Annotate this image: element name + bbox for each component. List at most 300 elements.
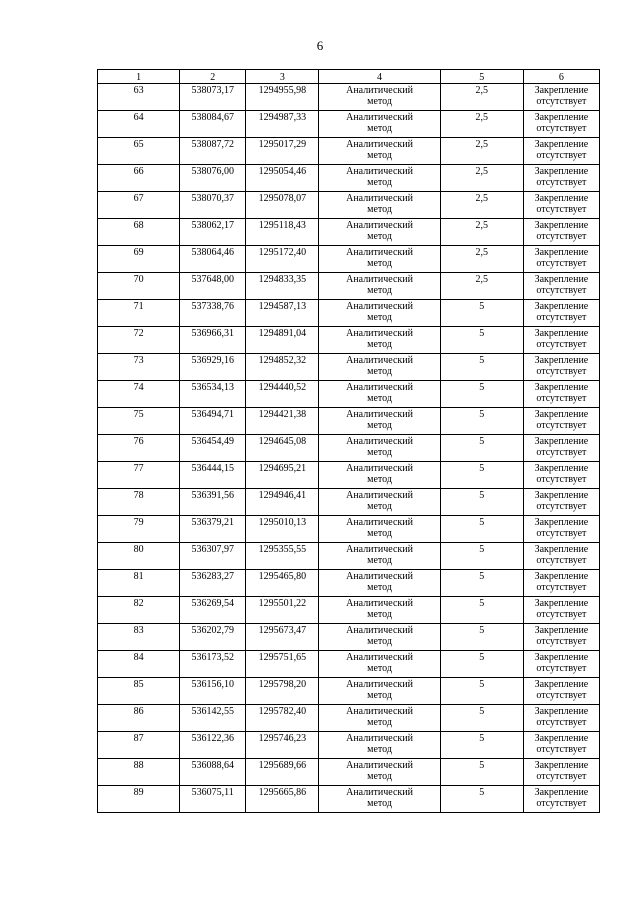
method-cell: [319, 408, 440, 435]
fixation-cell: [523, 111, 599, 138]
fixation-text-line1: Закрепление: [534, 436, 589, 447]
accuracy-cell: 5: [440, 543, 523, 570]
method-text-line2: метод: [367, 231, 392, 242]
table-row: [98, 300, 600, 327]
fixation-text-line1: Закрепление: [534, 490, 589, 501]
table-row: [98, 651, 600, 678]
table-row: [98, 516, 600, 543]
method-text-line1: Аналитический: [346, 571, 413, 582]
y-coordinate-cell: 1295751,65: [246, 651, 319, 678]
y-coordinate-cell: 1295689,66: [246, 759, 319, 786]
point-number-cell: 65: [98, 138, 180, 165]
y-coordinate-cell: 1294833,35: [246, 273, 319, 300]
table-row: [98, 273, 600, 300]
method-cell: [319, 165, 440, 192]
fixation-cell: [523, 489, 599, 516]
fixation-text-line1: Закрепление: [534, 85, 589, 96]
point-number-cell: 67: [98, 192, 180, 219]
x-coordinate-cell: 538084,67: [180, 111, 246, 138]
x-coordinate-cell: 536283,27: [180, 570, 246, 597]
fixation-text-line1: Закрепление: [534, 409, 589, 420]
accuracy-cell: 5: [440, 300, 523, 327]
method-text-line2: метод: [367, 636, 392, 647]
fixation-text-line2: отсутствует: [536, 150, 587, 161]
method-cell: [319, 597, 440, 624]
point-number-cell: 89: [98, 786, 180, 813]
x-coordinate-cell: 536391,56: [180, 489, 246, 516]
fixation-text-line1: Закрепление: [534, 679, 589, 690]
fixation-text-line2: отсутствует: [536, 663, 587, 674]
method-text-line2: метод: [367, 123, 392, 134]
method-cell: [319, 678, 440, 705]
x-coordinate-cell: 536142,55: [180, 705, 246, 732]
method-cell: [319, 84, 440, 111]
point-number-cell: 66: [98, 165, 180, 192]
accuracy-cell: 5: [440, 570, 523, 597]
point-number-cell: 74: [98, 381, 180, 408]
fixation-text-line1: Закрепление: [534, 652, 589, 663]
accuracy-cell: 5: [440, 759, 523, 786]
table-row: [98, 435, 600, 462]
accuracy-cell: 5: [440, 786, 523, 813]
x-coordinate-cell: 536307,97: [180, 543, 246, 570]
method-cell: [319, 732, 440, 759]
fixation-text-line1: Закрепление: [534, 166, 589, 177]
fixation-text-line1: Закрепление: [534, 301, 589, 312]
accuracy-cell: 2,5: [440, 192, 523, 219]
method-text-line2: метод: [367, 420, 392, 431]
fixation-text-line2: отсутствует: [536, 420, 587, 431]
method-text-line2: метод: [367, 798, 392, 809]
accuracy-cell: 5: [440, 354, 523, 381]
y-coordinate-cell: 1295673,47: [246, 624, 319, 651]
header-col-1: 1: [98, 70, 180, 84]
point-number-cell: 80: [98, 543, 180, 570]
table-row: [98, 543, 600, 570]
method-text-line2: метод: [367, 717, 392, 728]
fixation-cell: [523, 300, 599, 327]
table-row: [98, 354, 600, 381]
point-number-cell: 78: [98, 489, 180, 516]
accuracy-cell: 2,5: [440, 84, 523, 111]
method-cell: [319, 219, 440, 246]
accuracy-cell: 5: [440, 462, 523, 489]
y-coordinate-cell: 1295782,40: [246, 705, 319, 732]
fixation-cell: [523, 192, 599, 219]
method-cell: [319, 192, 440, 219]
x-coordinate-cell: 536966,31: [180, 327, 246, 354]
method-cell: [319, 570, 440, 597]
header-col-4: 4: [319, 70, 440, 84]
y-coordinate-cell: 1295010,13: [246, 516, 319, 543]
y-coordinate-cell: 1295665,86: [246, 786, 319, 813]
fixation-text-line1: Закрепление: [534, 706, 589, 717]
table-row: [98, 732, 600, 759]
fixation-text-line2: отсутствует: [536, 690, 587, 701]
table-row: [98, 408, 600, 435]
x-coordinate-cell: 536454,49: [180, 435, 246, 462]
fixation-text-line2: отсутствует: [536, 798, 587, 809]
method-text-line1: Аналитический: [346, 382, 413, 393]
x-coordinate-cell: 538073,17: [180, 84, 246, 111]
method-text-line2: метод: [367, 474, 392, 485]
point-number-cell: 79: [98, 516, 180, 543]
y-coordinate-cell: 1294440,52: [246, 381, 319, 408]
y-coordinate-cell: 1294645,08: [246, 435, 319, 462]
fixation-text-line2: отсутствует: [536, 609, 587, 620]
y-coordinate-cell: 1294421,38: [246, 408, 319, 435]
method-text-line2: метод: [367, 312, 392, 323]
fixation-text-line1: Закрепление: [534, 274, 589, 285]
method-text-line1: Аналитический: [346, 436, 413, 447]
method-text-line2: метод: [367, 690, 392, 701]
table-row: [98, 327, 600, 354]
header-col-2: 2: [180, 70, 246, 84]
fixation-text-line2: отсутствует: [536, 96, 587, 107]
method-cell: [319, 651, 440, 678]
table-row: [98, 624, 600, 651]
fixation-text-line1: Закрепление: [534, 517, 589, 528]
fixation-cell: [523, 705, 599, 732]
y-coordinate-cell: 1295798,20: [246, 678, 319, 705]
fixation-text-line1: Закрепление: [534, 598, 589, 609]
method-cell: [319, 489, 440, 516]
fixation-cell: [523, 651, 599, 678]
accuracy-cell: 2,5: [440, 219, 523, 246]
x-coordinate-cell: 536088,64: [180, 759, 246, 786]
x-coordinate-cell: 536929,16: [180, 354, 246, 381]
method-text-line1: Аналитический: [346, 544, 413, 555]
fixation-cell: [523, 786, 599, 813]
y-coordinate-cell: 1295054,46: [246, 165, 319, 192]
fixation-text-line1: Закрепление: [534, 463, 589, 474]
x-coordinate-cell: 536379,21: [180, 516, 246, 543]
y-coordinate-cell: 1294852,32: [246, 354, 319, 381]
fixation-text-line1: Закрепление: [534, 220, 589, 231]
fixation-text-line2: отсутствует: [536, 258, 587, 269]
method-text-line2: метод: [367, 528, 392, 539]
point-number-cell: 87: [98, 732, 180, 759]
fixation-text-line2: отсутствует: [536, 501, 587, 512]
fixation-cell: [523, 462, 599, 489]
table-row: [98, 759, 600, 786]
fixation-text-line1: Закрепление: [534, 382, 589, 393]
fixation-text-line2: отсутствует: [536, 555, 587, 566]
x-coordinate-cell: 537338,76: [180, 300, 246, 327]
accuracy-cell: 5: [440, 678, 523, 705]
method-text-line2: метод: [367, 177, 392, 188]
table-row: [98, 786, 600, 813]
accuracy-cell: 5: [440, 705, 523, 732]
fixation-text-line1: Закрепление: [534, 625, 589, 636]
method-text-line1: Аналитический: [346, 652, 413, 663]
y-coordinate-cell: 1294946,41: [246, 489, 319, 516]
point-number-cell: 70: [98, 273, 180, 300]
fixation-text-line2: отсутствует: [536, 717, 587, 728]
fixation-cell: [523, 570, 599, 597]
point-number-cell: 85: [98, 678, 180, 705]
point-number-cell: 72: [98, 327, 180, 354]
point-number-cell: 64: [98, 111, 180, 138]
fixation-text-line1: Закрепление: [534, 544, 589, 555]
method-text-line2: метод: [367, 96, 392, 107]
y-coordinate-cell: 1294955,98: [246, 84, 319, 111]
y-coordinate-cell: 1295017,29: [246, 138, 319, 165]
point-number-cell: 68: [98, 219, 180, 246]
table-row: [98, 219, 600, 246]
method-text-line2: метод: [367, 366, 392, 377]
fixation-text-line1: Закрепление: [534, 193, 589, 204]
header-col-3: 3: [246, 70, 319, 84]
table-row: [98, 705, 600, 732]
x-coordinate-cell: 536202,79: [180, 624, 246, 651]
method-text-line2: метод: [367, 771, 392, 782]
table-row: [98, 381, 600, 408]
x-coordinate-cell: 538064,46: [180, 246, 246, 273]
table-row: [98, 462, 600, 489]
fixation-cell: [523, 435, 599, 462]
method-text-line1: Аналитический: [346, 733, 413, 744]
table-row: [98, 597, 600, 624]
fixation-text-line1: Закрепление: [534, 139, 589, 150]
method-cell: [319, 516, 440, 543]
accuracy-cell: 2,5: [440, 246, 523, 273]
point-number-cell: 63: [98, 84, 180, 111]
fixation-text-line2: отсутствует: [536, 285, 587, 296]
method-text-line2: метод: [367, 555, 392, 566]
method-cell: [319, 246, 440, 273]
fixation-text-line1: Закрепление: [534, 355, 589, 366]
x-coordinate-cell: 538087,72: [180, 138, 246, 165]
accuracy-cell: 5: [440, 732, 523, 759]
y-coordinate-cell: 1295078,07: [246, 192, 319, 219]
point-number-cell: 76: [98, 435, 180, 462]
y-coordinate-cell: 1295172,40: [246, 246, 319, 273]
point-number-cell: 75: [98, 408, 180, 435]
fixation-cell: [523, 165, 599, 192]
x-coordinate-cell: 537648,00: [180, 273, 246, 300]
method-cell: [319, 705, 440, 732]
x-coordinate-cell: 536534,13: [180, 381, 246, 408]
fixation-cell: [523, 516, 599, 543]
fixation-text-line2: отсутствует: [536, 312, 587, 323]
accuracy-cell: 5: [440, 381, 523, 408]
table-row: [98, 84, 600, 111]
point-number-cell: 83: [98, 624, 180, 651]
x-coordinate-cell: 536444,15: [180, 462, 246, 489]
method-text-line1: Аналитический: [346, 409, 413, 420]
method-text-line1: Аналитический: [346, 193, 413, 204]
point-number-cell: 69: [98, 246, 180, 273]
fixation-text-line1: Закрепление: [534, 760, 589, 771]
fixation-text-line2: отсутствует: [536, 636, 587, 647]
method-cell: [319, 111, 440, 138]
fixation-text-line1: Закрепление: [534, 112, 589, 123]
fixation-text-line1: Закрепление: [534, 571, 589, 582]
x-coordinate-cell: 538070,37: [180, 192, 246, 219]
fixation-text-line1: Закрепление: [534, 787, 589, 798]
point-number-cell: 81: [98, 570, 180, 597]
y-coordinate-cell: 1295465,80: [246, 570, 319, 597]
method-text-line2: метод: [367, 285, 392, 296]
fixation-cell: [523, 138, 599, 165]
method-text-line1: Аналитический: [346, 706, 413, 717]
method-text-line1: Аналитический: [346, 517, 413, 528]
accuracy-cell: 5: [440, 651, 523, 678]
y-coordinate-cell: 1295355,55: [246, 543, 319, 570]
method-text-line2: метод: [367, 258, 392, 269]
method-text-line1: Аналитический: [346, 328, 413, 339]
y-coordinate-cell: 1294891,04: [246, 327, 319, 354]
header-col-6: 6: [523, 70, 599, 84]
table-row: [98, 678, 600, 705]
point-number-cell: 73: [98, 354, 180, 381]
y-coordinate-cell: 1295501,22: [246, 597, 319, 624]
fixation-cell: [523, 381, 599, 408]
method-text-line2: метод: [367, 609, 392, 620]
accuracy-cell: 5: [440, 597, 523, 624]
x-coordinate-cell: 536156,10: [180, 678, 246, 705]
method-cell: [319, 435, 440, 462]
accuracy-cell: 5: [440, 489, 523, 516]
method-text-line1: Аналитический: [346, 166, 413, 177]
table-header-row: [98, 70, 600, 84]
method-text-line2: метод: [367, 339, 392, 350]
fixation-cell: [523, 543, 599, 570]
table-row: [98, 246, 600, 273]
method-cell: [319, 759, 440, 786]
x-coordinate-cell: 538076,00: [180, 165, 246, 192]
y-coordinate-cell: 1295118,43: [246, 219, 319, 246]
table-row: [98, 192, 600, 219]
fixation-text-line2: отсутствует: [536, 771, 587, 782]
fixation-cell: [523, 732, 599, 759]
fixation-cell: [523, 678, 599, 705]
fixation-cell: [523, 246, 599, 273]
method-cell: [319, 624, 440, 651]
fixation-cell: [523, 354, 599, 381]
x-coordinate-cell: 538062,17: [180, 219, 246, 246]
method-text-line1: Аналитический: [346, 220, 413, 231]
fixation-cell: [523, 597, 599, 624]
fixation-text-line2: отсутствует: [536, 528, 587, 539]
fixation-text-line2: отсутствует: [536, 366, 587, 377]
coordinates-table: [97, 69, 600, 813]
accuracy-cell: 2,5: [440, 165, 523, 192]
method-text-line1: Аналитический: [346, 112, 413, 123]
method-text-line1: Аналитический: [346, 139, 413, 150]
table-body: [98, 84, 600, 813]
table-row: [98, 111, 600, 138]
method-cell: [319, 462, 440, 489]
x-coordinate-cell: 536122,36: [180, 732, 246, 759]
accuracy-cell: 2,5: [440, 111, 523, 138]
accuracy-cell: 5: [440, 408, 523, 435]
method-text-line2: метод: [367, 150, 392, 161]
point-number-cell: 86: [98, 705, 180, 732]
method-cell: [319, 273, 440, 300]
method-text-line1: Аналитический: [346, 463, 413, 474]
y-coordinate-cell: 1294587,13: [246, 300, 319, 327]
fixation-cell: [523, 84, 599, 111]
method-text-line2: метод: [367, 744, 392, 755]
x-coordinate-cell: 536173,52: [180, 651, 246, 678]
fixation-cell: [523, 759, 599, 786]
fixation-text-line2: отсутствует: [536, 582, 587, 593]
x-coordinate-cell: 536075,11: [180, 786, 246, 813]
method-text-line1: Аналитический: [346, 355, 413, 366]
accuracy-cell: 2,5: [440, 273, 523, 300]
method-cell: [319, 138, 440, 165]
y-coordinate-cell: 1294987,33: [246, 111, 319, 138]
fixation-text-line2: отсутствует: [536, 123, 587, 134]
method-text-line1: Аналитический: [346, 787, 413, 798]
fixation-text-line1: Закрепление: [534, 328, 589, 339]
fixation-text-line2: отсутствует: [536, 204, 587, 215]
accuracy-cell: 5: [440, 624, 523, 651]
method-cell: [319, 354, 440, 381]
method-text-line2: метод: [367, 501, 392, 512]
method-text-line1: Аналитический: [346, 760, 413, 771]
point-number-cell: 71: [98, 300, 180, 327]
fixation-text-line2: отсутствует: [536, 744, 587, 755]
method-cell: [319, 543, 440, 570]
method-cell: [319, 327, 440, 354]
method-text-line1: Аналитический: [346, 247, 413, 258]
fixation-text-line2: отсутствует: [536, 447, 587, 458]
header-col-5: 5: [440, 70, 523, 84]
method-text-line1: Аналитический: [346, 274, 413, 285]
y-coordinate-cell: 1295746,23: [246, 732, 319, 759]
method-cell: [319, 786, 440, 813]
method-text-line2: метод: [367, 663, 392, 674]
page-number: 6: [316, 38, 324, 53]
method-text-line1: Аналитический: [346, 625, 413, 636]
method-text-line1: Аналитический: [346, 85, 413, 96]
table-row: [98, 570, 600, 597]
y-coordinate-cell: 1294695,21: [246, 462, 319, 489]
fixation-text-line2: отсутствует: [536, 474, 587, 485]
fixation-text-line2: отсутствует: [536, 339, 587, 350]
method-text-line1: Аналитический: [346, 490, 413, 501]
fixation-cell: [523, 624, 599, 651]
accuracy-cell: 5: [440, 327, 523, 354]
table-row: [98, 165, 600, 192]
point-number-cell: 88: [98, 759, 180, 786]
fixation-text-line2: отсутствует: [536, 393, 587, 404]
point-number-cell: 82: [98, 597, 180, 624]
method-text-line2: метод: [367, 582, 392, 593]
method-text-line2: метод: [367, 204, 392, 215]
x-coordinate-cell: 536494,71: [180, 408, 246, 435]
fixation-cell: [523, 327, 599, 354]
method-text-line1: Аналитический: [346, 598, 413, 609]
fixation-text-line2: отсутствует: [536, 177, 587, 188]
method-text-line2: метод: [367, 393, 392, 404]
accuracy-cell: 2,5: [440, 138, 523, 165]
table-row: [98, 138, 600, 165]
fixation-cell: [523, 219, 599, 246]
fixation-cell: [523, 408, 599, 435]
point-number-cell: 84: [98, 651, 180, 678]
method-cell: [319, 300, 440, 327]
fixation-text-line2: отсутствует: [536, 231, 587, 242]
accuracy-cell: 5: [440, 435, 523, 462]
point-number-cell: 77: [98, 462, 180, 489]
fixation-text-line1: Закрепление: [534, 247, 589, 258]
fixation-cell: [523, 273, 599, 300]
method-text-line2: метод: [367, 447, 392, 458]
